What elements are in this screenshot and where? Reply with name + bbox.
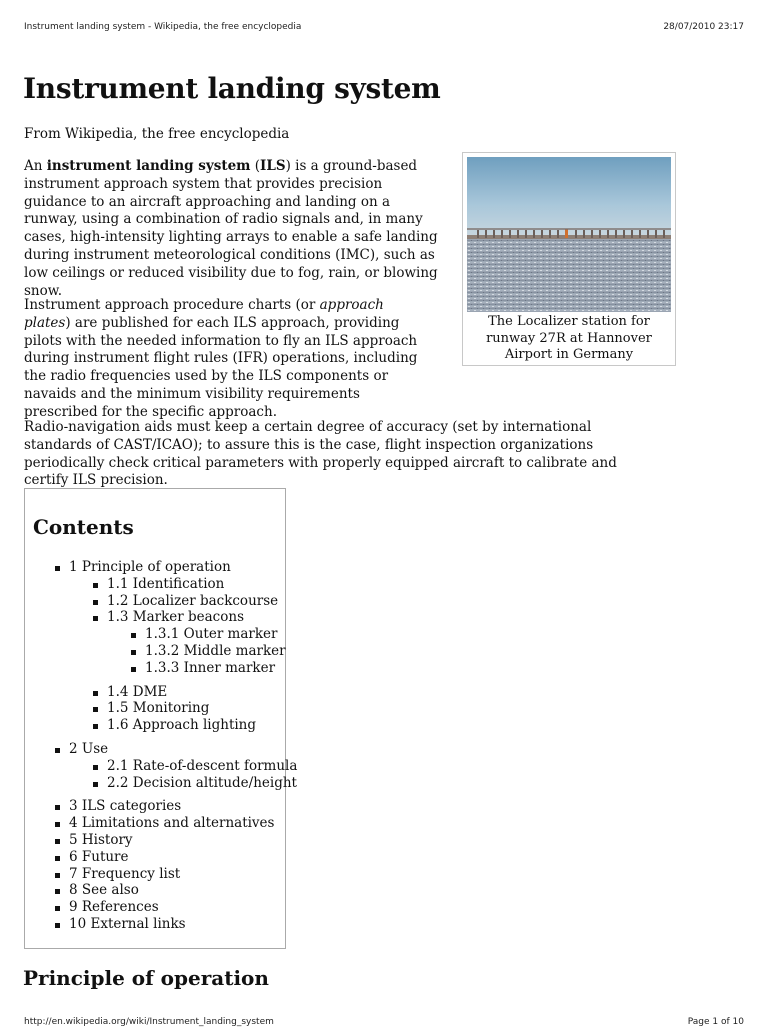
toc-item[interactable]: 1.6 Approach lighting xyxy=(93,717,285,734)
term-approach-plates[interactable]: approach plates xyxy=(24,297,384,331)
toc-item[interactable]: 6 Future xyxy=(55,849,285,866)
intro-paragraph-1: An instrument landing system (ILS) is a ground-based instrument approach system that provides precision guidance to an aircraft approaching and landing on a runway, using a combination of radio signals and, in many cases, high-intensity lighting arrays to enable a safe landing during instrument meteorological conditions (IMC), such as low ceilings or reduced visibility due to fog, rain, or blowing snow. xyxy=(24,158,438,299)
print-page-name: Instrument landing system - Wikipedia, the free encyclopedia xyxy=(24,22,302,32)
term-ils-full: instrument landing system xyxy=(46,158,251,174)
thumbnail-caption: The Localizer station for runway 27R at Hannover Airport in Germany xyxy=(486,314,652,362)
toc-item[interactable]: 1.4 DME xyxy=(93,684,285,701)
print-page-number: Page 1 of 10 xyxy=(687,1017,744,1027)
thumbnail xyxy=(462,152,676,366)
toc-item[interactable]: 9 References xyxy=(55,899,285,916)
print-header xyxy=(24,22,744,36)
table-of-contents xyxy=(24,488,298,949)
print-datetime: 28/07/2010 23:17 xyxy=(663,22,744,32)
toc-item[interactable]: 10 External links xyxy=(55,916,285,933)
toc-title: Contents xyxy=(33,515,134,539)
localizer-photo[interactable] xyxy=(467,157,671,312)
toc-item[interactable]: 3 ILS categories xyxy=(55,798,285,815)
toc-item[interactable]: 5 History xyxy=(55,832,285,849)
term-ils-abbrev: ILS xyxy=(260,158,286,174)
toc-item[interactable]: 1.3.2 Middle marker xyxy=(131,643,285,660)
intro-paragraph-3: Radio-navigation aids must keep a certain degree of accuracy (set by international standards of CAST/ICAO); to assure this is the case, flight inspection organizations periodically check critical parameters with properly equipped aircraft to calibrate and certify ILS precision. xyxy=(24,419,617,489)
toc-item[interactable]: 2 Use 2.1 Rate-of-descent formula 2.2 Decision altitude/height xyxy=(55,741,285,791)
toc-item[interactable]: 4 Limitations and alternatives xyxy=(55,815,285,832)
toc-item[interactable]: 1.2 Localizer backcourse xyxy=(93,593,285,610)
toc-item[interactable]: 2.2 Decision altitude/height xyxy=(93,775,285,792)
intro-paragraph-2: Instrument approach procedure charts (or approach plates) are published for each ILS approach, providing pilots with the needed information to fly an ILS approach during instrument flight rules (IFR) operations, including the radio frequencies used by the ILS components or navaids and the minimum visibility requirements prescribed for the specific approach. xyxy=(24,297,418,420)
toc-item[interactable]: 8 See also xyxy=(55,882,285,899)
toc-item[interactable]: 1.1 Identification xyxy=(93,576,285,593)
print-url: http://en.wikipedia.org/wiki/Instrument_landing_system xyxy=(24,1017,274,1027)
toc-item[interactable]: 1.3.3 Inner marker xyxy=(131,660,285,677)
toc-list xyxy=(55,559,298,933)
print-footer xyxy=(24,1017,744,1027)
site-subtitle: From Wikipedia, the free encyclopedia xyxy=(24,126,290,142)
toc-item[interactable]: 7 Frequency list xyxy=(55,866,285,883)
page-title: Instrument landing system xyxy=(23,72,441,105)
toc-item[interactable]: 1 Principle of operation 1.1 Identification 1.2 Localizer backcourse 1.3 Marker beacons 1.3.1 Outer marker 1.3.2 Middle marker 1.3.3 Inner marker 1.4 DME 1.5 Monitoring 1.6 Approach lighting xyxy=(55,559,285,734)
toc-item[interactable]: 1.3 Marker beacons 1.3.1 Outer marker 1.3.2 Middle marker 1.3.3 Inner marker xyxy=(93,609,285,676)
toc-item[interactable]: 1.5 Monitoring xyxy=(93,700,285,717)
toc-item[interactable]: 2.1 Rate-of-descent formula xyxy=(93,758,285,775)
section-heading: Principle of operation xyxy=(23,966,269,990)
toc-item[interactable]: 1.3.1 Outer marker xyxy=(131,626,285,643)
